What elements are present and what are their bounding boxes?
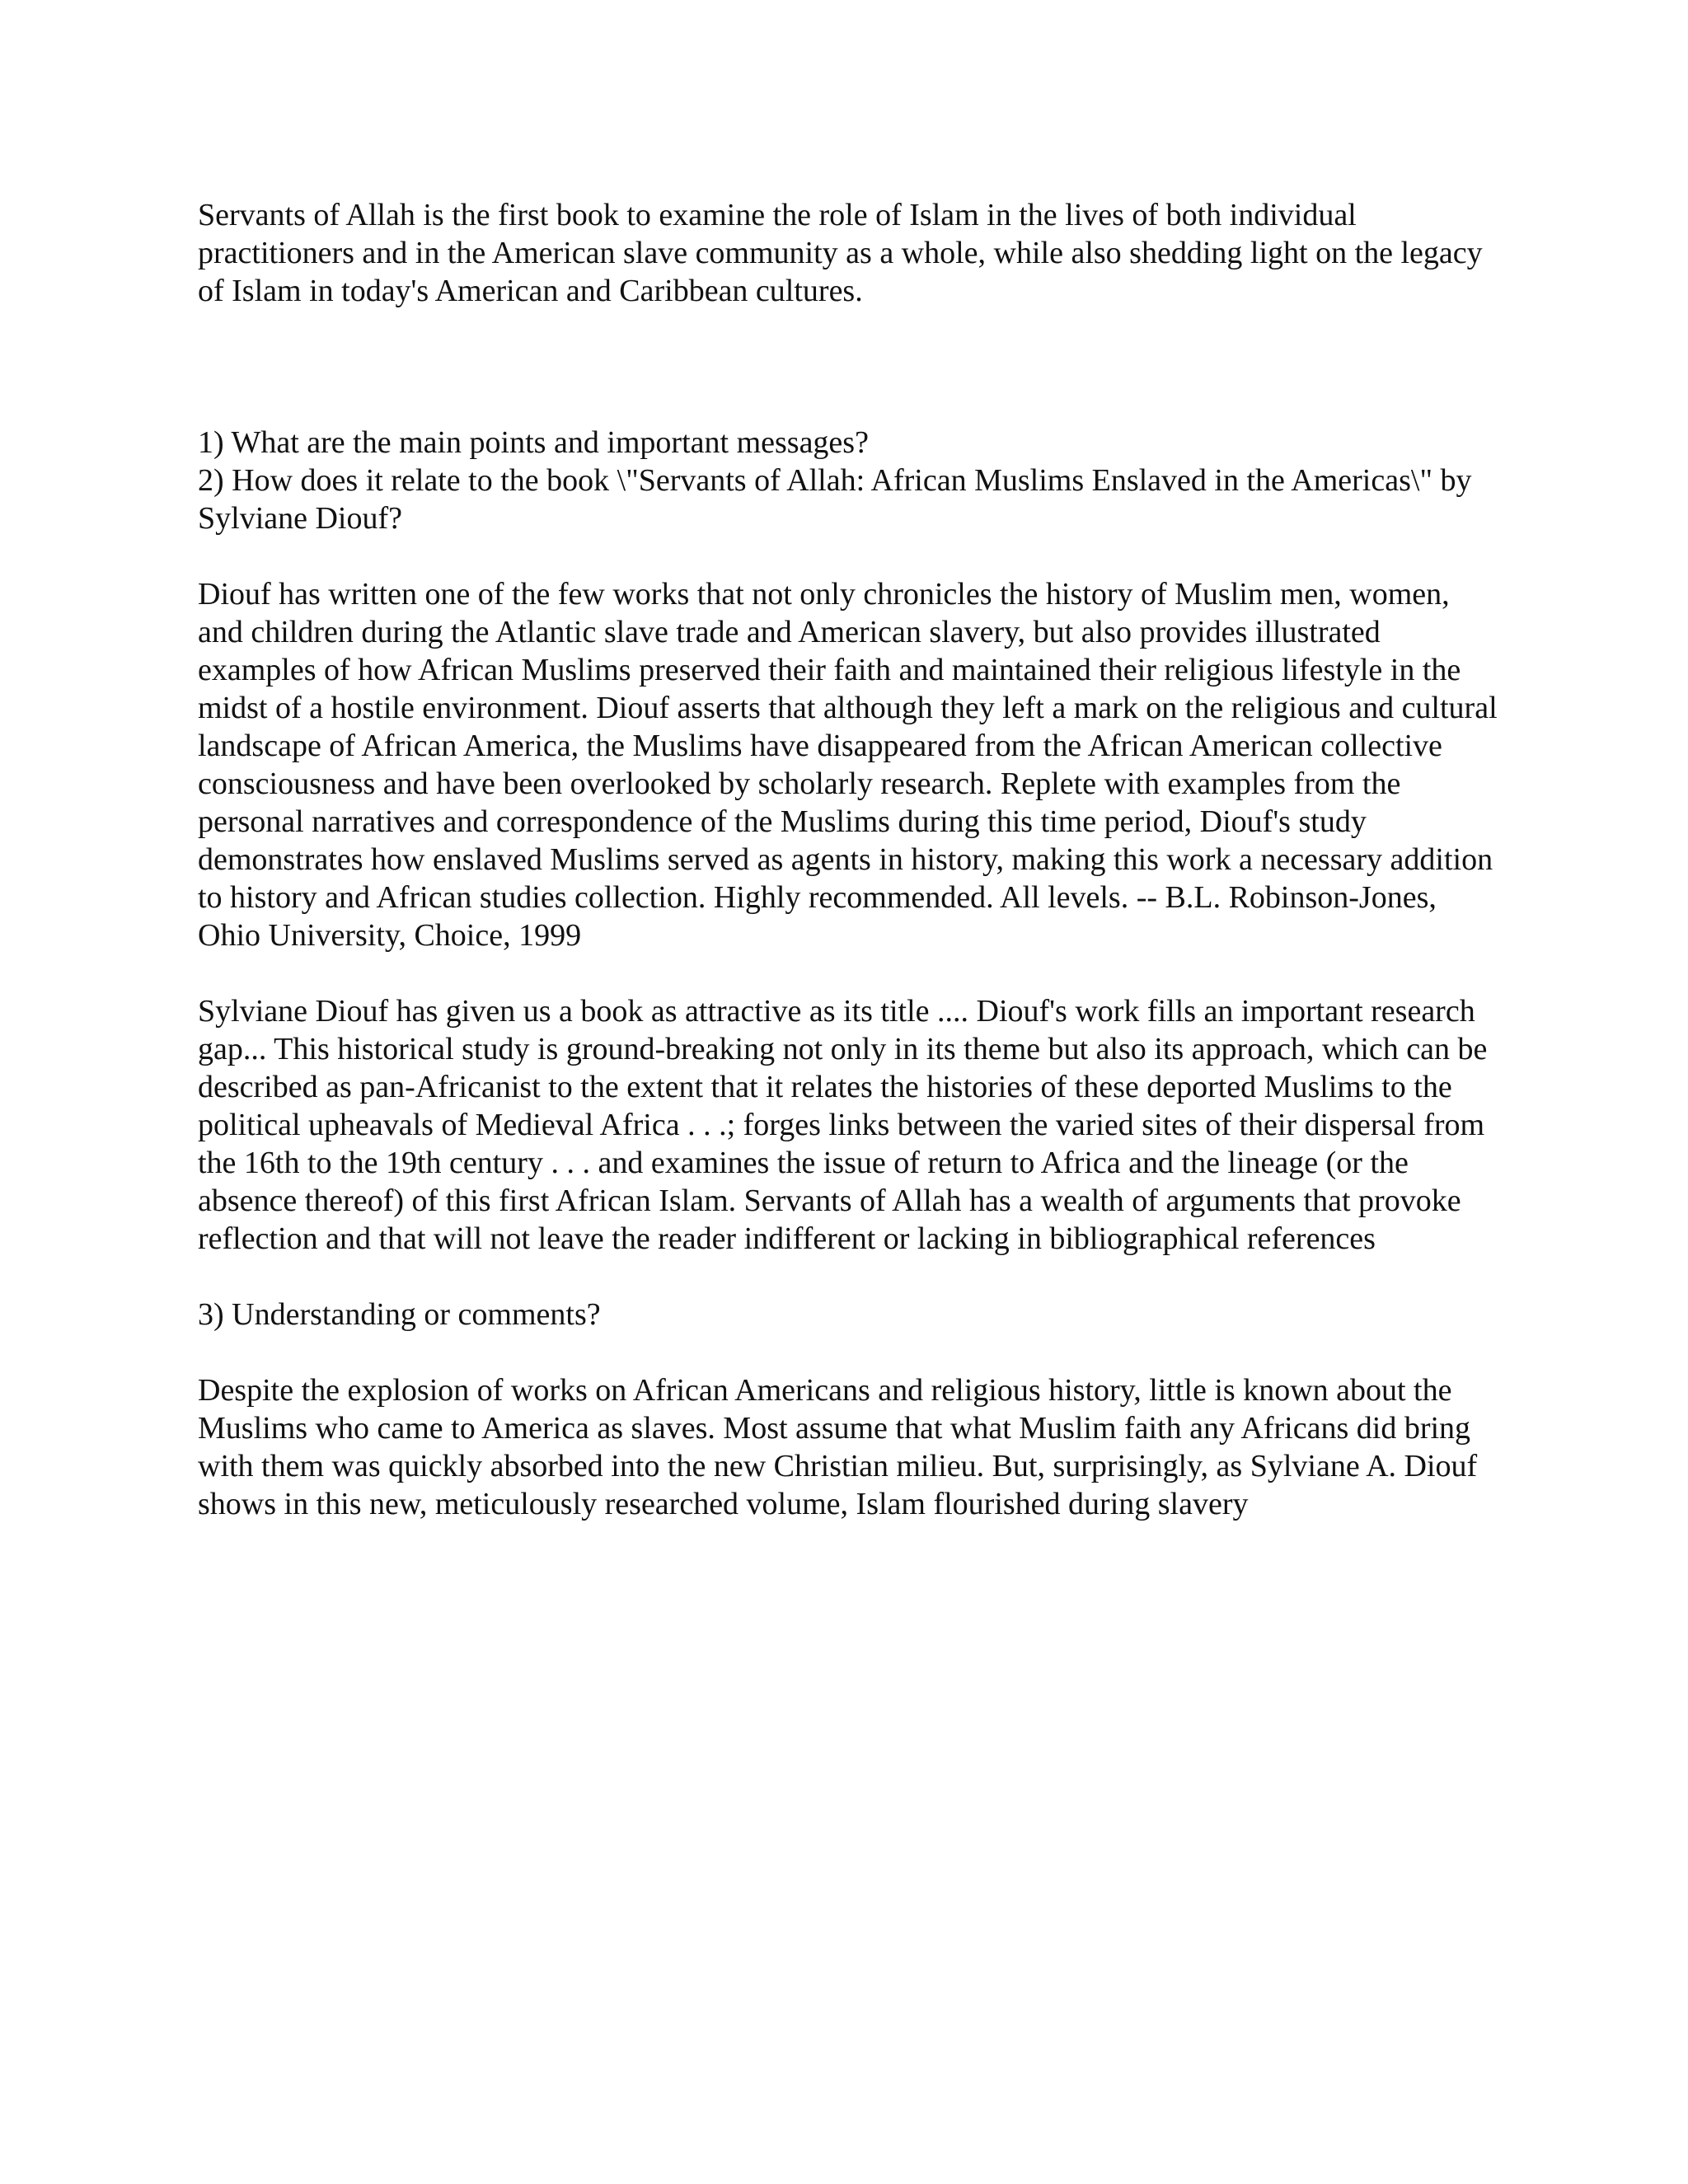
intro-paragraph: Servants of Allah is the first book to examine the role of Islam in the lives of both individual practitioners and in the American slave community as a whole, while also shedding light on the legacy of Islam in today's American and Caribbean cultures.	[198, 198, 1483, 308]
question-2: 2) How does it relate to the book \"Servants of Allah: African Muslims Enslaved in the Americas\" by Sylviane Diouf?	[198, 463, 1472, 536]
question-3: 3) Understanding or comments?	[198, 1297, 601, 1332]
document-body	[198, 196, 1500, 1523]
closing-paragraph: Despite the explosion of works on African Americans and religious history, little is known about the Muslims who came to America as slaves. Most assume that what Muslim faith any Africans did bring with them was quickly absorbed into the new Christian milieu. But, surprisingly, as Sylviane A. Diouf shows in this new, meticulously researched volume, Islam flourished during slavery	[198, 1373, 1478, 1521]
question-1: 1) What are the main points and important messages?	[198, 425, 869, 460]
review-paragraph-2: Sylviane Diouf has given us a book as attractive as its title .... Diouf's work fills an important research gap... This historical study is ground-breaking not only in its theme but also its approach, which can be described as pan-Africanist to the extent that it relates the histories of these deported Muslims to the political upheavals of Medieval Africa . . .; forges links between the varied sites of their dispersal from the 16th to the 19th century . . . and examines the issue of return to Africa and the lineage (or the absence thereof) of this first African Islam. Servants of Allah has a wealth of arguments that provoke reflection and that will not leave the reader indifferent or lacking in bibliographical references	[198, 994, 1488, 1256]
review-paragraph-1: Diouf has written one of the few works that not only chronicles the history of Muslim men, women, and children during the Atlantic slave trade and American slavery, but also provides illustrated examples of how African Muslims preserved their faith and maintained their religious lifestyle in the midst of a hostile environment. Diouf asserts that although they left a mark on the religious and cultural landscape of African America, the Muslims have disappeared from the African American collective consciousness and have been overlooked by scholarly research. Replete with examples from the personal narratives and correspondence of the Muslims during this time period, Diouf's study demonstrates how enslaved Muslims served as agents in history, making this work a necessary addition to history and African studies collection. Highly recommended. All levels. -- B.L. Robinson-Jones, Ohio University, Choice, 1999	[198, 577, 1498, 953]
